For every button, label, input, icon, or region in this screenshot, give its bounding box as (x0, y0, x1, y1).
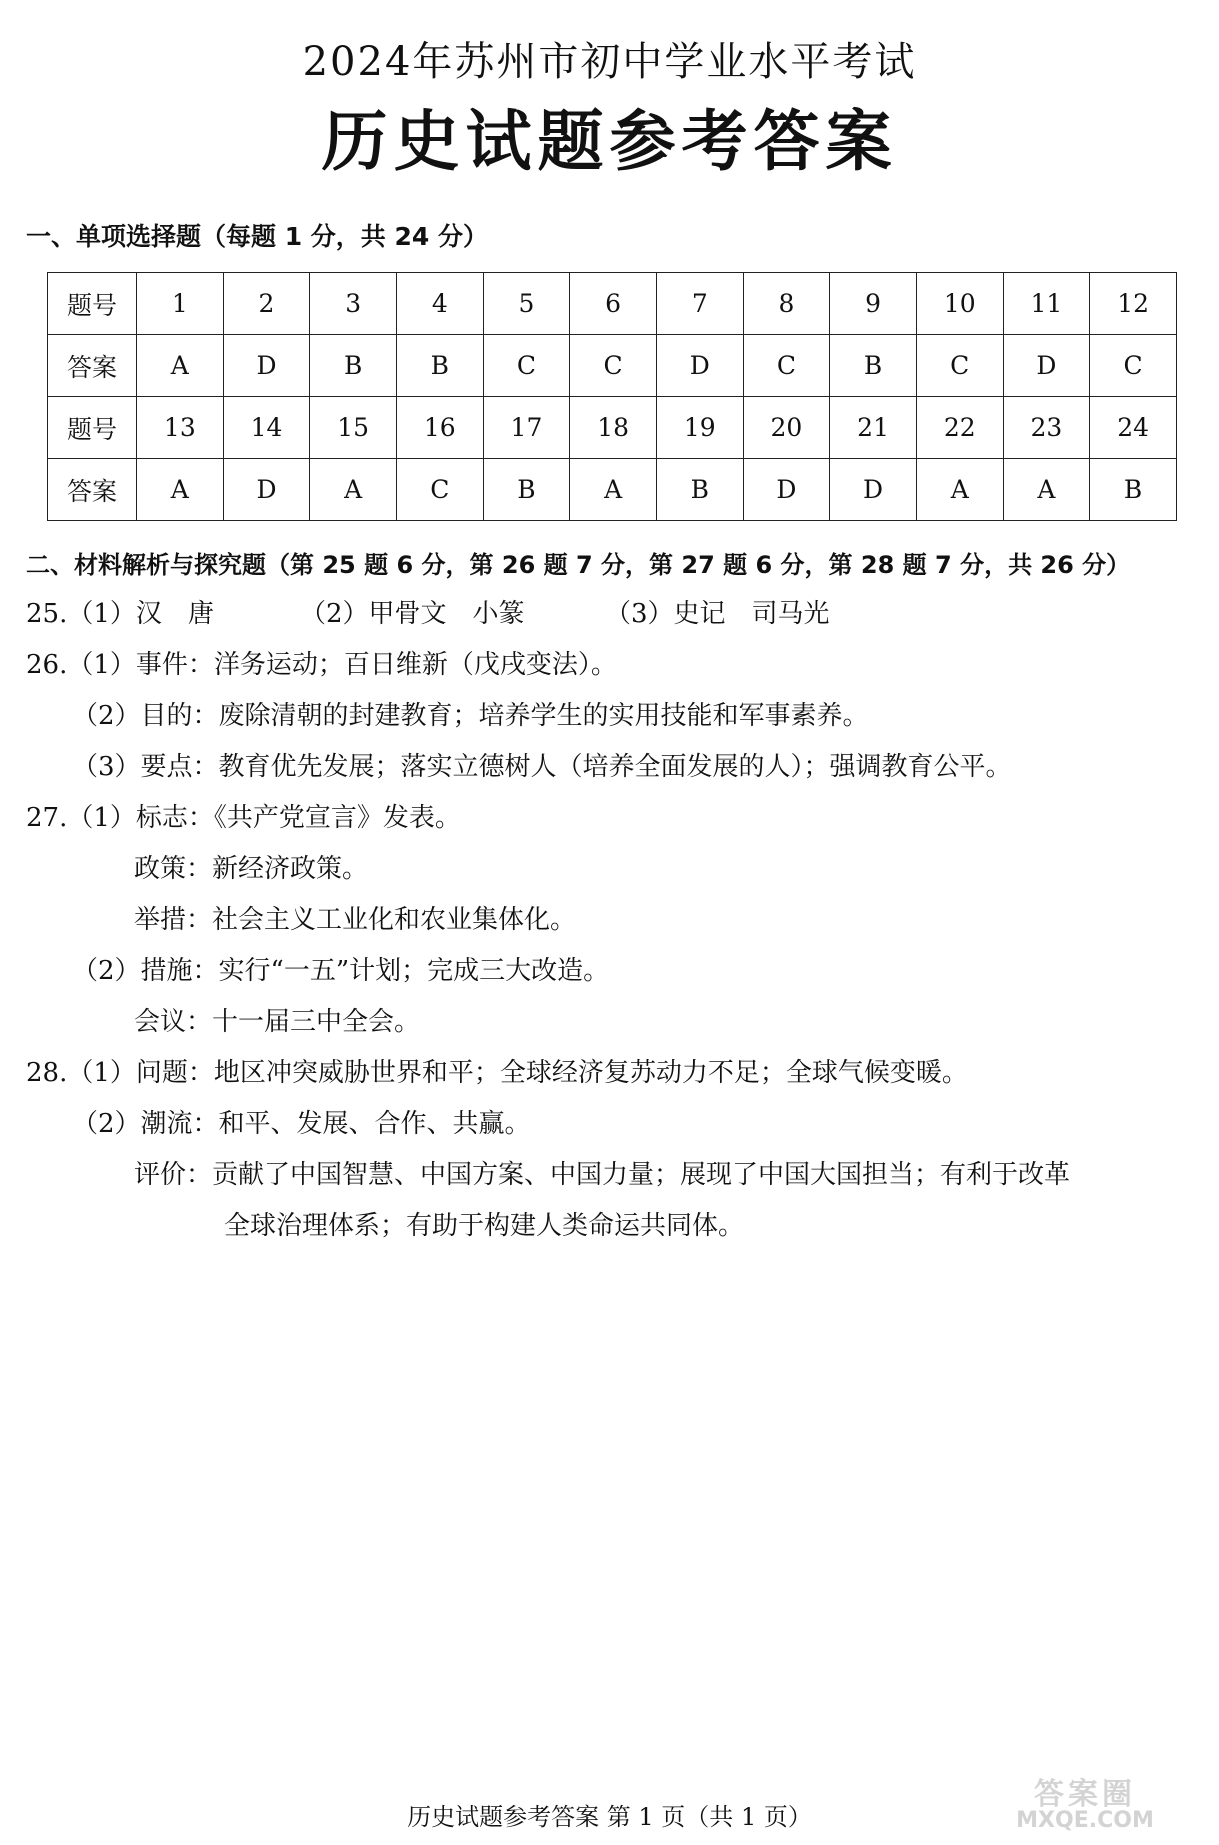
table-cell: 20 (743, 397, 830, 459)
table-cell: 10 (916, 273, 1003, 335)
q27-line4: （2）措施：实行“一五”计划；完成三大改造。 (72, 956, 610, 986)
table-row (48, 397, 1177, 459)
table-cell: A (310, 459, 397, 521)
table-cell: 17 (483, 397, 570, 459)
table-cell: 11 (1003, 273, 1090, 335)
table-cell: D (830, 459, 917, 521)
q28-line3: 评价：贡献了中国智慧、中国方案、中国力量；展现了中国大国担当；有利于改革 (134, 1160, 1071, 1190)
row-header-cell: 题号 (48, 397, 137, 459)
table-cell: D (1003, 335, 1090, 397)
table-row (48, 459, 1177, 521)
table-cell: B (396, 335, 483, 397)
table-cell: C (396, 459, 483, 521)
table-cell: 1 (137, 273, 224, 335)
q27-line2: 政策：新经济政策。 (134, 854, 369, 884)
q25-part1: 25.（1）汉 唐 (26, 599, 214, 629)
table-cell: 9 (830, 273, 917, 335)
section1-heading: 一、单项选择题（每题 1 分，共 24 分） (26, 222, 489, 251)
q27-line3: 举措：社会主义工业化和农业集体化。 (134, 905, 577, 935)
table-cell: 14 (223, 397, 310, 459)
q28-line4: 全球治理体系；有助于构建人类命运共同体。 (224, 1211, 745, 1241)
table-cell: A (916, 459, 1003, 521)
table-cell: 13 (137, 397, 224, 459)
row-header-cell: 答案 (48, 459, 137, 521)
q26-line3: （3）要点：教育优先发展；落实立德树人（培养全面发展的人）；强调教育公平。 (72, 752, 1012, 782)
table-cell: C (743, 335, 830, 397)
q28-line2: （2）潮流：和平、发展、合作、共赢。 (72, 1109, 531, 1139)
table-cell: B (310, 335, 397, 397)
section2-heading: 二、材料解析与探究题（第 25 题 6 分，第 26 题 7 分，第 27 题 6 分，第 28 题 7 分，共 26 分） (26, 551, 1131, 579)
table-cell: 6 (570, 273, 657, 335)
q26-line2: （2）目的：废除清朝的封建教育；培养学生的实用技能和军事素养。 (72, 701, 869, 731)
table-cell: 8 (743, 273, 830, 335)
q25-part2: （2）甲骨文 小篆 (300, 599, 525, 629)
watermark-logo (965, 1777, 1205, 1838)
q28-line1: 28.（1）问题：地区冲突威胁世界和平；全球经济复苏动力不足；全球气候变暖。 (26, 1058, 968, 1088)
table-cell: A (137, 335, 224, 397)
table-cell: 23 (1003, 397, 1090, 459)
table-cell: 7 (656, 273, 743, 335)
table-cell: B (830, 335, 917, 397)
table-cell: C (916, 335, 1003, 397)
table-cell: 15 (310, 397, 397, 459)
table-cell: D (223, 335, 310, 397)
table-cell: 16 (396, 397, 483, 459)
table-cell: 19 (656, 397, 743, 459)
table-cell: C (1090, 335, 1177, 397)
table-cell: D (223, 459, 310, 521)
table-cell: D (656, 335, 743, 397)
table-cell: B (1090, 459, 1177, 521)
table-cell: 2 (223, 273, 310, 335)
watermark-top: 答案圈 (1034, 1777, 1136, 1812)
table-cell: D (743, 459, 830, 521)
exam-title: 2024年苏州市初中学业水平考试 (302, 39, 917, 85)
table-cell: 21 (830, 397, 917, 459)
table-cell: A (137, 459, 224, 521)
table-cell: 3 (310, 273, 397, 335)
row-header-cell: 答案 (48, 335, 137, 397)
row-header-cell: 题号 (48, 273, 137, 335)
table-cell: 12 (1090, 273, 1177, 335)
table-cell: 18 (570, 397, 657, 459)
q27-line5: 会议：十一届三中全会。 (134, 1007, 421, 1037)
table-cell: A (570, 459, 657, 521)
q26-line1: 26.（1）事件：洋务运动；百日维新（戊戌变法）。 (26, 650, 617, 680)
table-row (48, 335, 1177, 397)
table-row (48, 273, 1177, 335)
table-cell: B (483, 459, 570, 521)
table-cell: 22 (916, 397, 1003, 459)
watermark-bottom: MXQE.COM (1016, 1808, 1154, 1833)
q27-line1: 27.（1）标志：《共产党宣言》发表。 (26, 803, 461, 833)
answer-key-title: 历史试题参考答案 (321, 102, 898, 180)
table-cell: C (483, 335, 570, 397)
table-cell: 5 (483, 273, 570, 335)
table-cell: 4 (396, 273, 483, 335)
table-cell: A (1003, 459, 1090, 521)
page-footer: 历史试题参考答案 第 1 页（共 1 页） (407, 1803, 812, 1831)
table-cell: B (656, 459, 743, 521)
table-cell: 24 (1090, 397, 1177, 459)
answer-table (47, 272, 1177, 521)
table-cell: C (570, 335, 657, 397)
q25-part3: （3）史记 司马光 (605, 599, 830, 629)
